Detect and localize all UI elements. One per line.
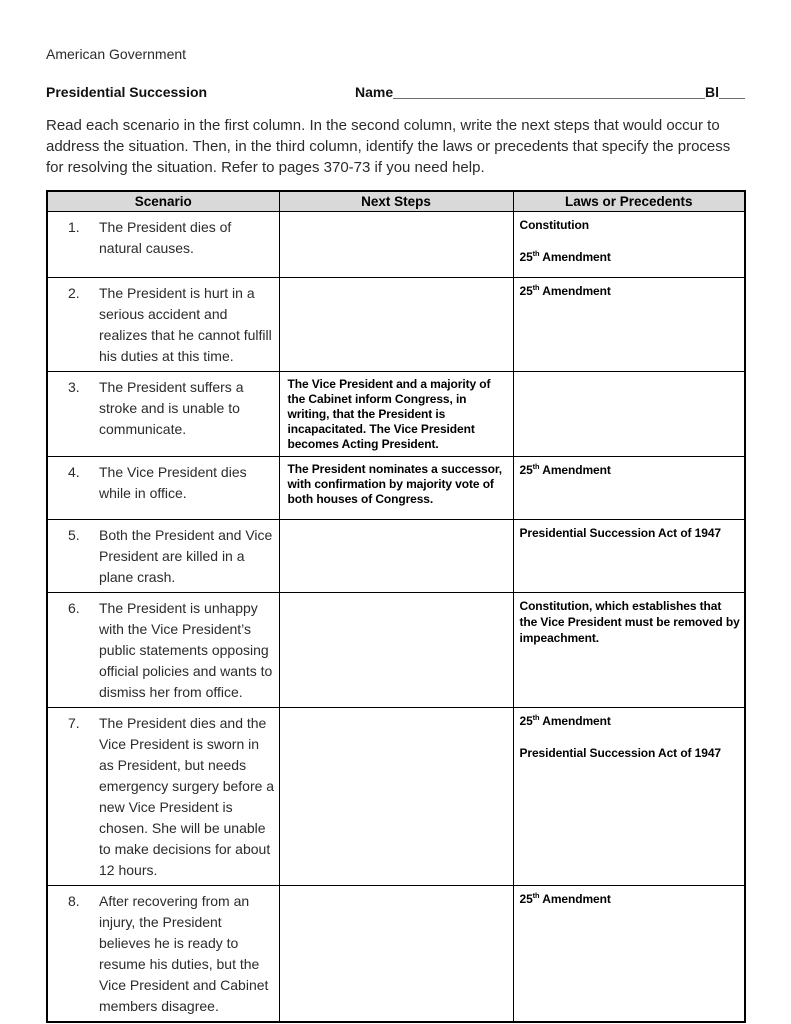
next-steps-answer: The President nominates a successor, with confirmation by majority vote of both houses of Congress. bbox=[287, 462, 502, 506]
laws-cell bbox=[513, 372, 745, 457]
table-row bbox=[47, 593, 745, 708]
law-entry: Presidential Succession Act of 1947 bbox=[519, 526, 721, 540]
scenario-number: 6. bbox=[68, 600, 80, 616]
scenario-cell bbox=[47, 708, 279, 886]
scenario-text: The President dies of natural causes. bbox=[99, 219, 232, 256]
header-next-steps: Next Steps bbox=[279, 191, 513, 212]
scenario-cell bbox=[47, 372, 279, 457]
laws-cell bbox=[513, 278, 745, 372]
header-scenario: Scenario bbox=[47, 191, 279, 212]
scenario-text: The President suffers a stroke and is unable to communicate. bbox=[99, 379, 244, 437]
law-entry: Constitution bbox=[519, 218, 589, 232]
block-label: Bl bbox=[705, 84, 719, 100]
next-steps-cell bbox=[279, 886, 513, 1023]
scenario-cell bbox=[47, 520, 279, 593]
scenario-number: 1. bbox=[68, 219, 80, 235]
scenario-number: 3. bbox=[68, 379, 80, 395]
scenario-cell bbox=[47, 212, 279, 278]
scenario-text: The President is hurt in a serious accident and realizes that he cannot fulfill his duties at this time. bbox=[99, 285, 272, 364]
law-entry: 25th Amendment bbox=[519, 713, 611, 728]
scenario-number: 4. bbox=[68, 464, 80, 480]
block-blank-line bbox=[719, 85, 745, 99]
law-entry: Presidential Succession Act of 1947 bbox=[519, 746, 721, 760]
law-entry: Constitution, which establishes that the Vice President must be removed by impeachment. bbox=[519, 599, 740, 645]
scenario-number: 2. bbox=[68, 285, 80, 301]
law-entry: 25th Amendment bbox=[519, 283, 611, 298]
table-row bbox=[47, 372, 745, 457]
scenario-cell bbox=[47, 457, 279, 520]
instructions-paragraph: Read each scenario in the first column. In the second column, write the next steps that would occur to address the situation. Then, in the third column, identify the laws or precedents that specify the process for resolving the situation. Refer to pages 370-73 if you need help. bbox=[46, 117, 731, 176]
title-name-row bbox=[46, 82, 745, 100]
next-steps-cell bbox=[279, 593, 513, 708]
next-steps-cell bbox=[279, 457, 513, 520]
scenario-number: 5. bbox=[68, 527, 80, 543]
next-steps-cell bbox=[279, 372, 513, 457]
law-entry: 25th Amendment bbox=[519, 249, 611, 264]
table-row bbox=[47, 278, 745, 372]
table-row bbox=[47, 520, 745, 593]
scenario-text: Both the President and Vice President are killed in a plane crash. bbox=[99, 527, 273, 585]
scenario-text: The Vice President dies while in office. bbox=[99, 464, 247, 501]
scenario-text: After recovering from an injury, the President believes he is ready to resume his duties, but the Vice President and Cabinet members disagree. bbox=[99, 893, 269, 1014]
laws-cell bbox=[513, 708, 745, 886]
header-laws: Laws or Precedents bbox=[513, 191, 745, 212]
next-steps-answer: The Vice President and a majority of the Cabinet inform Congress, in writing, that the President is incapacitated. The Vice President becomes Acting President. bbox=[287, 377, 491, 451]
law-entry: 25th Amendment bbox=[519, 462, 611, 477]
scenario-number: 8. bbox=[68, 893, 80, 909]
table-row bbox=[47, 457, 745, 520]
name-label: Name bbox=[355, 84, 394, 100]
laws-cell bbox=[513, 212, 745, 278]
laws-cell bbox=[513, 886, 745, 1023]
next-steps-cell bbox=[279, 520, 513, 593]
course-title: American Government bbox=[46, 46, 187, 62]
scenario-text: The President is unhappy with the Vice President’s public statements opposing official policies and wants to dismiss her from office. bbox=[99, 600, 273, 700]
scenario-number: 7. bbox=[68, 715, 80, 731]
scenario-cell bbox=[47, 278, 279, 372]
scenario-cell bbox=[47, 886, 279, 1023]
next-steps-cell bbox=[279, 212, 513, 278]
laws-cell bbox=[513, 520, 745, 593]
scenario-text: The President dies and the Vice President is sworn in as President, but needs emergency surgery before a new Vice President is chosen. She will be unable to make decisions for about 12 hours. bbox=[99, 715, 275, 878]
table-row bbox=[47, 212, 745, 278]
laws-cell bbox=[513, 457, 745, 520]
table-row bbox=[47, 708, 745, 886]
scenario-cell bbox=[47, 593, 279, 708]
next-steps-cell bbox=[279, 278, 513, 372]
worksheet-title: Presidential Succession bbox=[46, 84, 208, 100]
table-header-row bbox=[47, 191, 745, 212]
law-entry: 25th Amendment bbox=[519, 891, 611, 906]
name-blank-line bbox=[393, 85, 705, 99]
laws-cell bbox=[513, 593, 745, 708]
table-row bbox=[47, 886, 745, 1023]
succession-table bbox=[46, 190, 746, 1023]
next-steps-cell bbox=[279, 708, 513, 886]
